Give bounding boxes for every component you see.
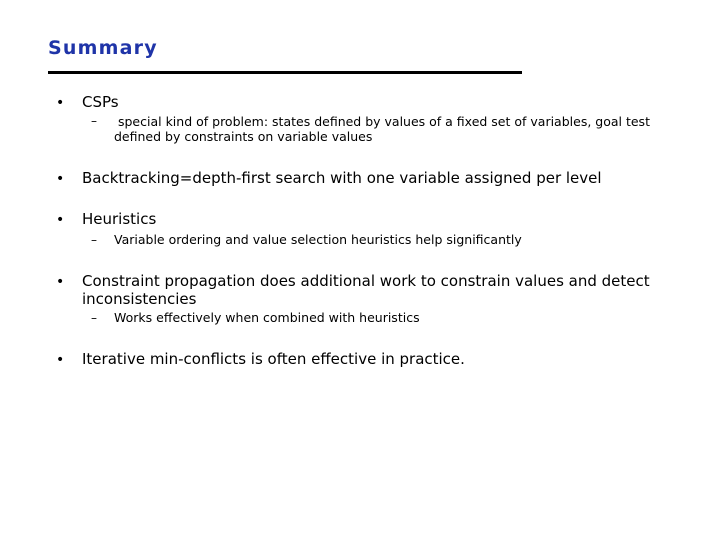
bullet-marker: • xyxy=(56,171,65,187)
bullet-marker: • xyxy=(56,274,65,290)
bullet-item-constraint-propagation: Constraint propagation does additional work to constrain values and detect inconsistencies xyxy=(82,272,650,308)
bullet-item-min-conflicts: Iterative min-conflicts is often effective in practice. xyxy=(82,350,465,368)
sub-item-csp-definition: special kind of problem: states defined by values of a fixed set of variables, goal test defined by constraints on variable values xyxy=(114,114,654,144)
bullet-item-heuristics: Heuristics xyxy=(82,210,157,228)
bullet-marker: • xyxy=(56,95,65,111)
title-underline xyxy=(48,71,522,74)
bullet-item-backtracking: Backtracking=depth-first search with one variable assigned per level xyxy=(82,169,602,187)
bullet-item-csps: CSPs xyxy=(82,93,119,111)
sub-bullet-dash: – xyxy=(91,233,97,247)
sub-item-heuristics-detail: Variable ordering and value selection heuristics help significantly xyxy=(114,232,522,247)
sub-bullet-dash: – xyxy=(91,114,97,128)
sub-bullet-dash: – xyxy=(91,311,97,325)
slide-title: Summary xyxy=(48,37,158,59)
sub-item-propagation-detail: Works effectively when combined with heuristics xyxy=(114,310,420,325)
bullet-marker: • xyxy=(56,212,65,228)
bullet-marker: • xyxy=(56,352,65,368)
